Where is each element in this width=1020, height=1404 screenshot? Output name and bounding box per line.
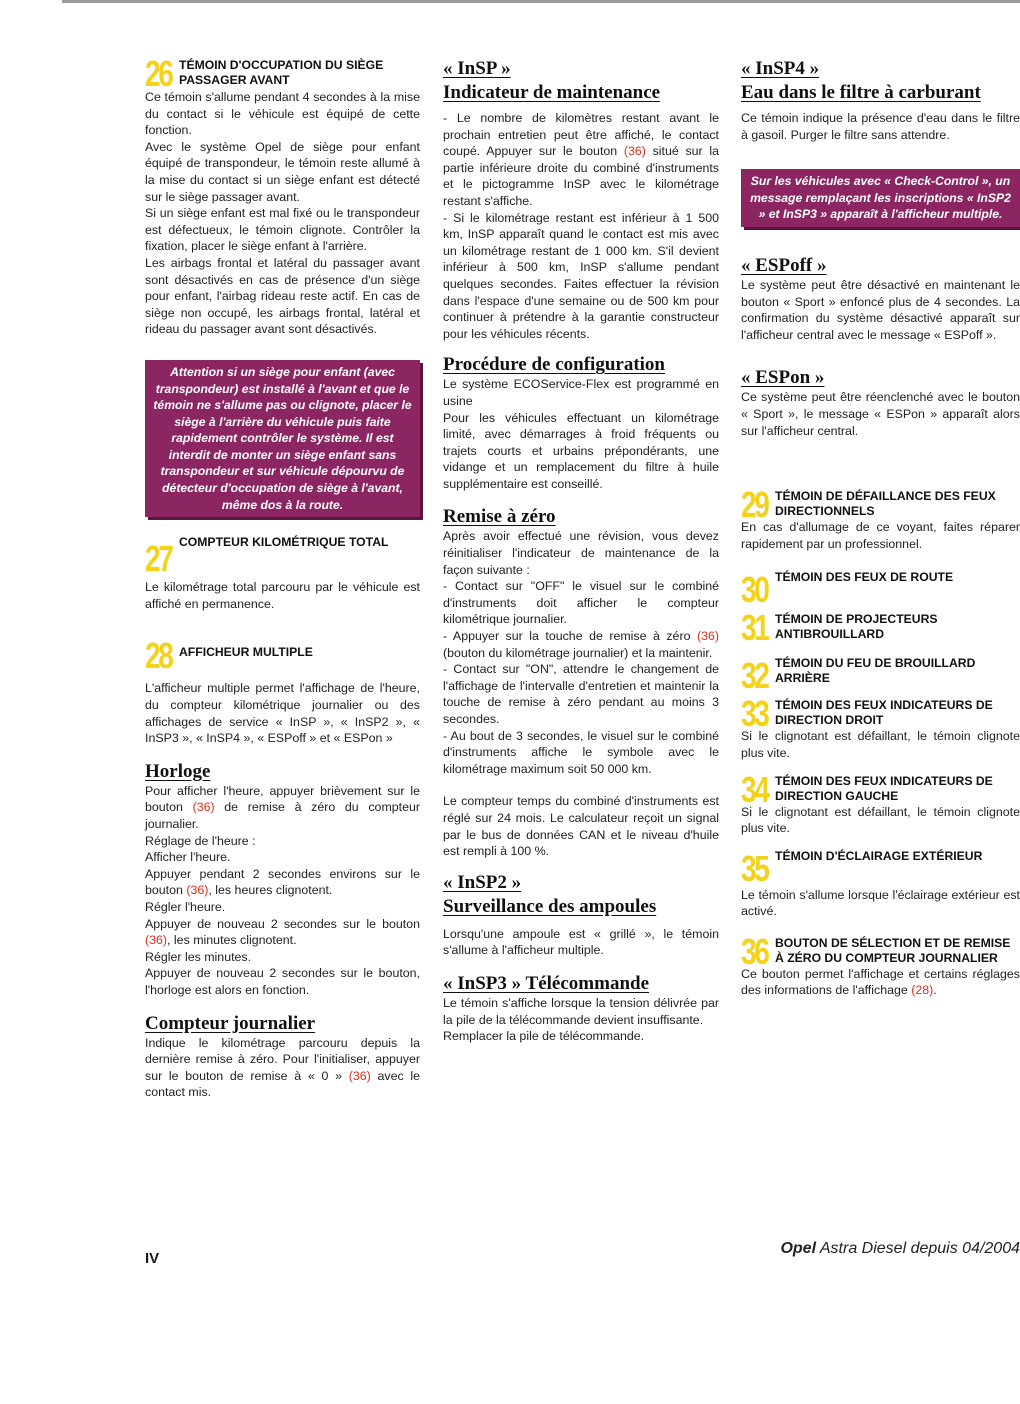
section-27 (145, 533, 420, 612)
paragraph: - Au bout de 3 secondes, le visuel sur le combiné d'instruments affiche le symbole avec le kilométrage maximum soit 50 000 km. (443, 728, 719, 776)
section-number: 27 (145, 538, 172, 580)
paragraph: Ce témoin s'allume pendant 4 secondes à la mise du contact si le véhicule est équipé de cette fonction. (145, 90, 420, 138)
paragraph: Remplacer la pile de télécommande. (443, 1029, 645, 1044)
paragraph: - Contact sur "ON", attendre le changement de l'affichage de l'intervalle d'entretien et maintenir la touche de remise à zéro pendant au moins 3 secondes. (443, 662, 719, 726)
paragraph: L'afficheur multiple permet l'affichage de l'heure, du compteur kilométrique journalier ou des affichages de service « InSP », « InSP2 », « InSP3 », « InSP4 », « ESPoff » et « ESPon » (145, 681, 420, 746)
section-35-header (741, 847, 1020, 889)
subsection-title: Compteur journalier (145, 1012, 316, 1034)
section-26-header (145, 53, 420, 94)
remise-section (443, 506, 719, 859)
reference-36: (36) (696, 629, 719, 644)
warning-box: Attention si un siège pour enfant (avec transpondeur) est installé à l'avant et que le témoin ne s'allume pas ou clignote, placer le siège à l'arrière du véhicule puis faite rapidement contrôler le système. Il est interdit de monter un siège enfant sans transpondeur et sur véhicule dépourvu de détecteur d'occupation de siège à l'avant, même dos à la route. (145, 360, 420, 517)
section-26 (145, 53, 420, 338)
section-31 (741, 607, 1020, 649)
reference-36: (36) (348, 1068, 371, 1083)
text-span: Pour afficher l'heure, appuyer brièvement sur le bouton (145, 783, 420, 815)
section-27-header (145, 533, 420, 580)
subsection-title: « InSP2 » (443, 871, 522, 893)
subsection-subtitle: Surveillance des ampoules (443, 895, 657, 917)
config-section (443, 354, 719, 492)
text-span: - Le nombre de kilomètres restant avant le prochain entretien peut être affiché, le contact coupé. Appuyer sur le bouton (443, 111, 719, 159)
text-span: avec le contact mis. (145, 1068, 421, 1100)
horloge-section (145, 761, 420, 999)
paragraph: Le témoin s'affiche lorsque la tension délivrée par la pile de la télécommande devient insuffisante. (443, 995, 719, 1027)
paragraph: Le système ECOService-Flex est programmé en usine (443, 377, 719, 408)
text-span: . (933, 983, 937, 998)
paragraph: Ce système peut être réenclenché avec le bouton « Sport », le message « ESPon » apparaît alors sur l'afficheur central. (741, 390, 1020, 438)
section-title: TÉMOIN DE DÉFAILLANCE DES FEUX DIRECTIONNELS (775, 489, 996, 519)
subsection-subtitle: Eau dans le filtre à carburant (741, 82, 981, 103)
paragraph: Afficher l'heure. (145, 850, 231, 865)
section-29 (741, 484, 1020, 552)
section-title: TÉMOIN DES FEUX INDICATEURS DE DIRECTION GAUCHE (775, 773, 993, 803)
section-32-header (741, 655, 1020, 697)
text-span: situé sur la partie inférieure droite du combiné d'instruments et le pictogramme InSP avec le kilométrage restant s'affiche. (443, 144, 719, 208)
section-title: TÉMOIN D'ÉCLAIRAGE EXTÉRIEUR (775, 848, 983, 863)
insp-section (443, 58, 719, 342)
paragraph: Pour les véhicules effectuant un kilométrage limité, avec démarrages à froid fréquents ou trajets courts et urbains prépondérants, une vidange et un remplacement du filtre à huile supplémentaire est conseillé. (443, 410, 719, 491)
paragraph: Si le clignotant est défaillant, le témoin clignote plus vite. (741, 804, 1020, 836)
column-left (145, 53, 421, 1101)
reference-36: (36) (623, 144, 646, 159)
section-34 (741, 768, 1020, 837)
subsection-title: « InSP » (443, 58, 511, 79)
paragraph: Le compteur temps du combiné d'instruments est réglé sur 24 mois. Le calculateur reçoit un signal par le bus de données CAN et le niveau d'huile est rempli à 100 %. (443, 794, 719, 859)
section-number: 26 (145, 53, 172, 94)
publication-footer (780, 1240, 1020, 1258)
paragraph: Réglage de l'heure : (145, 833, 256, 848)
paragraph: Après avoir effectué une révision, vous devez réinitialiser l'indicateur de maintenance de la façon suivante : (443, 529, 719, 577)
page-number: IV (145, 1250, 160, 1267)
paragraph: Régler les minutes. (145, 949, 252, 964)
column-right (741, 58, 1020, 999)
model-name: Astra Diesel depuis 04/2004 (819, 1240, 1020, 1257)
section-30-header (741, 569, 1020, 611)
paragraph: Le kilométrage total parcouru par le véhicule est affiché en permanence. (145, 580, 420, 611)
section-31-header (741, 607, 1020, 649)
section-number: 29 (741, 484, 768, 526)
section-number: 31 (741, 607, 768, 649)
section-number: 32 (741, 655, 768, 697)
text-span: de remise à zéro du compteur journalier. (145, 800, 421, 831)
section-32 (741, 655, 1020, 697)
espoff-section (741, 255, 1020, 343)
section-title: BOUTON DE SÉLECTION ET DE REMISE À ZÉRO DU COMPTEUR JOURNALIER (775, 935, 1011, 965)
section-title: TÉMOIN DES FEUX INDICATEURS DE DIRECTION DROIT (775, 698, 993, 728)
paragraph: - Si le kilométrage restant est inférieur à 1 500 km, InSP apparaît quand le contact est mis avec un kilométrage restant de 1 000 km. S'il devient inférieur à 500 km, InSP s'allume pendant quelques secondes. Faites effectuer la révision dans l'espace d'une semaine ou de 500 km pour continuer à prétendre à la garantie constructeur pour les véhicules récents. (443, 210, 719, 341)
section-28 (145, 635, 420, 746)
subsection-title: « InSP4 » (741, 58, 820, 79)
section-29-header (741, 484, 1020, 526)
subsection-title: « ESPon » (741, 367, 825, 389)
text-span: , les heures clignotent. (208, 883, 333, 898)
section-title: TÉMOIN DE PROJECTEURS ANTIBROUILLARD (775, 612, 938, 642)
section-33 (741, 693, 1020, 761)
text-span: (bouton du kilométrage journalier) et la maintenir. (443, 645, 713, 660)
paragraph: Si le clignotant est défaillant, le témoin clignote plus vite. (741, 729, 1020, 760)
compteur-section (145, 1013, 420, 1101)
paragraph: En cas d'allumage de ce voyant, faites réparer rapidement par un professionnel. (741, 520, 1020, 551)
paragraph: Régler l'heure. (145, 899, 226, 914)
section-35 (741, 849, 1020, 920)
subsection-title: « ESPoff » (741, 254, 827, 276)
text-span: Appuyer pendant 2 secondes environs sur le bouton (145, 866, 420, 898)
paragraph: Lorsqu'une ampoule est « grillé », le témoin s'allume à l'afficheur multiple. (443, 926, 719, 958)
section-number: 33 (741, 693, 768, 735)
paragraph: Les airbags frontal et latéral du passager avant sont désactivés en cas de présence d'un siège pour enfant, l'airbag rideau reste actif. En cas de siège non occupé, les airbags frontal, latéral et rideau du passager avant sont désactivés. (145, 255, 420, 337)
column-middle (443, 58, 719, 1045)
paragraph: Si un siège enfant est mal fixé ou le transpondeur est défectueux, le témoin clignote. Contrôler la fixation, placer le siège enfant à l'arrière. (145, 206, 420, 254)
section-number: 34 (741, 768, 768, 810)
text-span: Appuyer de nouveau 2 secondes sur le bouton (145, 916, 420, 931)
section-title: TÉMOIN DES FEUX DE ROUTE (775, 570, 954, 585)
subsection-title: Remise à zéro (443, 506, 556, 528)
section-33-header (741, 693, 1020, 735)
section-number: 35 (741, 847, 768, 889)
espon-section (741, 367, 1020, 439)
section-36-header (741, 930, 1020, 972)
paragraph: Le système peut être désactivé en maintenant le bouton « Sport » enfoncé plus de 4 secondes. La confirmation du système désactivé apparaît sur l'afficheur central avec le message « ESPoff ». (741, 277, 1020, 342)
reference-28: (28) (911, 983, 934, 998)
section-30 (741, 569, 1020, 611)
paragraph: - Contact sur "OFF" le visuel sur le combiné d'instruments doit afficher le compteur kilométrique journalier. (443, 579, 719, 627)
paragraph: Le témoin s'allume lorsque l'éclairage extérieur est activé. (741, 887, 1020, 919)
section-34-header (741, 768, 1020, 810)
section-title: COMPTEUR KILOMÉTRIQUE TOTAL (179, 535, 389, 550)
text-span: - Appuyer sur la touche de remise à zéro (443, 629, 697, 644)
section-28-header (145, 635, 420, 677)
top-rule (62, 0, 1020, 3)
paragraph: Appuyer de nouveau 2 secondes sur le bouton, l'horloge est alors en fonction. (145, 966, 420, 997)
section-number: 36 (741, 930, 768, 972)
subsection-title: « InSP3 » Télécommande (443, 972, 650, 994)
section-title: TÉMOIN DU FEU DE BROUILLARD ARRIÈRE (775, 656, 976, 686)
insp4-section (741, 58, 1020, 143)
brand-name: Opel (780, 1240, 817, 1257)
section-36 (741, 930, 1020, 999)
subsection-title: Horloge (145, 760, 211, 782)
reference-36: (36) (186, 883, 209, 898)
reference-36: (36) (145, 933, 168, 948)
insp3-section (443, 973, 719, 1045)
section-title: AFFICHEUR MULTIPLE (179, 645, 313, 660)
section-number: 28 (145, 635, 172, 677)
check-control-note: Sur les véhicules avec « Check-Control », un message remplaçant les inscriptions « InSP2 » et InSP3 » apparaît à l'afficheur multiple. (741, 169, 1020, 227)
text-span: , les minutes clignotent. (167, 933, 297, 948)
text-span: Ce bouton permet l'affichage et certains réglages des informations de l'affichage (741, 966, 1020, 998)
section-number: 30 (741, 569, 768, 611)
insp2-section (443, 872, 719, 959)
paragraph: Ce témoin indique la présence d'eau dans le filtre à gasoil. Purger le filtre sans attendre. (741, 111, 1020, 142)
subsection-title: Procédure de configuration (443, 354, 665, 376)
paragraph: Avec le système Opel de siège pour enfant équipé de transpondeur, le témoin reste allumé à la mise du contact si un siège enfant est détecté sur le siège passager avant. (145, 139, 420, 204)
subsection-subtitle: Indicateur de maintenance (443, 82, 661, 103)
text-span: Indique le kilométrage parcouru depuis la dernière remise à zéro. Pour l'initialiser, appuyer sur le bouton de remise à « 0 » (145, 1035, 420, 1083)
section-title: TÉMOIN D'OCCUPATION DU SIÈGE PASSAGER AVANT (179, 58, 384, 87)
reference-36: (36) (192, 800, 215, 815)
